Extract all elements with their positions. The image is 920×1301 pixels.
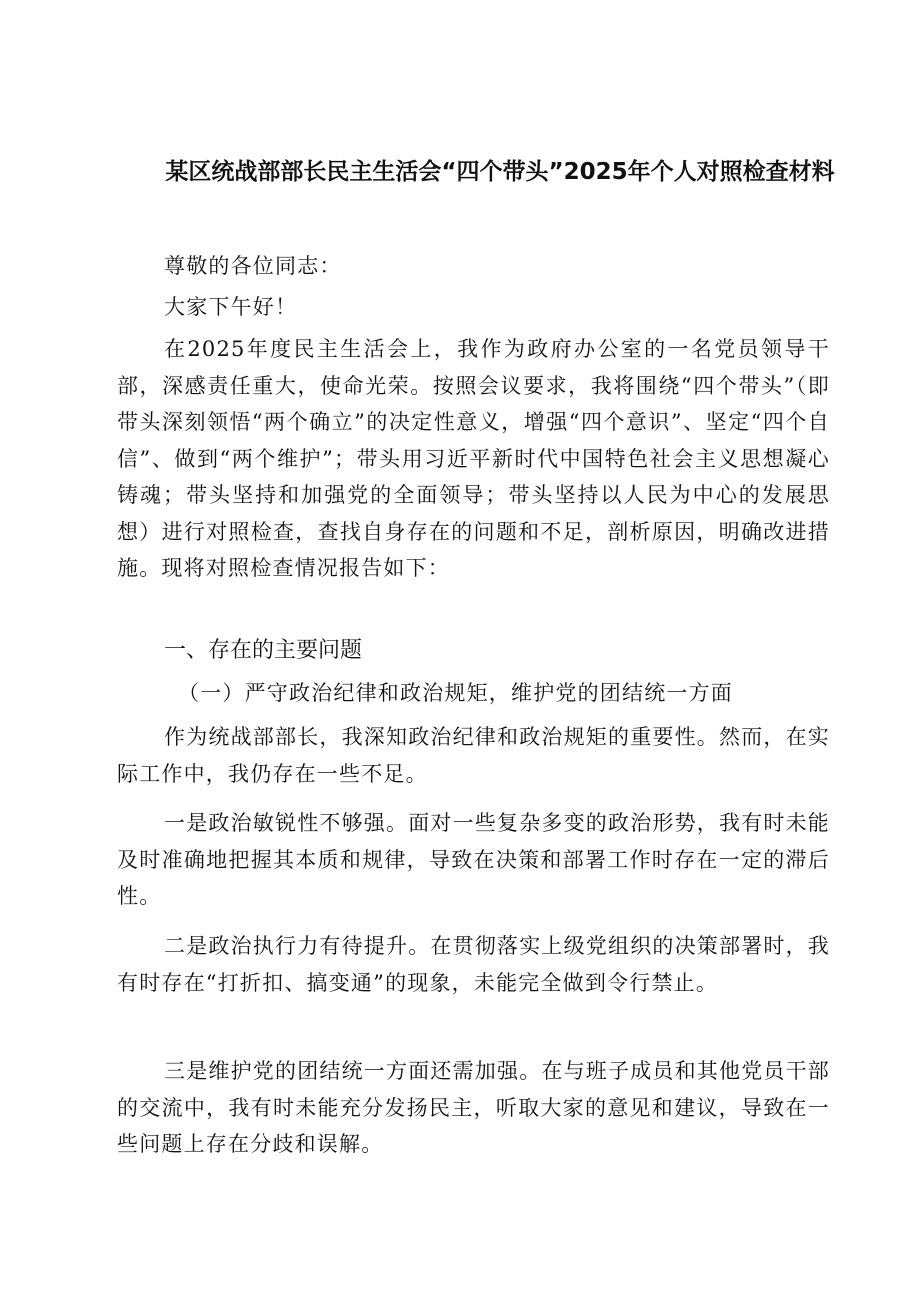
- section-heading: 一、存在的主要问题: [164, 638, 363, 663]
- greeting: 大家下午好！: [164, 295, 298, 319]
- paragraph-4: 三是维护党的团结统一方面还需加强。在与班子成员和其他党员干部的交流中，我有时未能充分发扬民主，听取大家的意见和建议，导致在一些问题上存在分歧和误解。: [117, 1059, 830, 1156]
- subsection-heading: （一）严守政治纪律和政治规矩，维护党的团结统一方面: [178, 681, 733, 705]
- paragraph-3: 二是政治执行力有待提升。在贯彻落实上级党组织的决策部署时，我有时存在“打折扣、搞变通”的现象，未能完全做到令行禁止。: [117, 934, 830, 995]
- document-title: 某区统战部部长民主生活会“四个带头”2025年个人对照检查材料: [165, 159, 835, 185]
- salutation: 尊敬的各位同志：: [164, 254, 342, 278]
- intro-paragraph: 在2025年度民主生活会上，我作为政府办公室的一名党员领导干部，深感责任重大，使命光荣。按照会议要求，我将围绕“四个带头”（即带头深刻领悟“两个确立”的决定性意义，增强“四个意识”、坚定“四个自信”、做到“两个维护”；带头用习近平新时代中国特色社会主义思想凝心铸魂；带头坚持和加强党的全面领导；带头坚持以人民为中心的发展思想）进行对照检查，查找自身存在的问题和不足，剖析原因，明确改进措施。现将对照检查情况报告如下：: [117, 337, 830, 580]
- paragraph-1: 作为统战部部长，我深知政治纪律和政治规矩的重要性。然而，在实际工作中，我仍存在一些不足。: [117, 725, 830, 786]
- paragraph-2: 一是政治敏锐性不够强。面对一些复杂多变的政治形势，我有时未能及时准确地把握其本质和规律，导致在决策和部署工作时存在一定的滞后性。: [117, 811, 830, 908]
